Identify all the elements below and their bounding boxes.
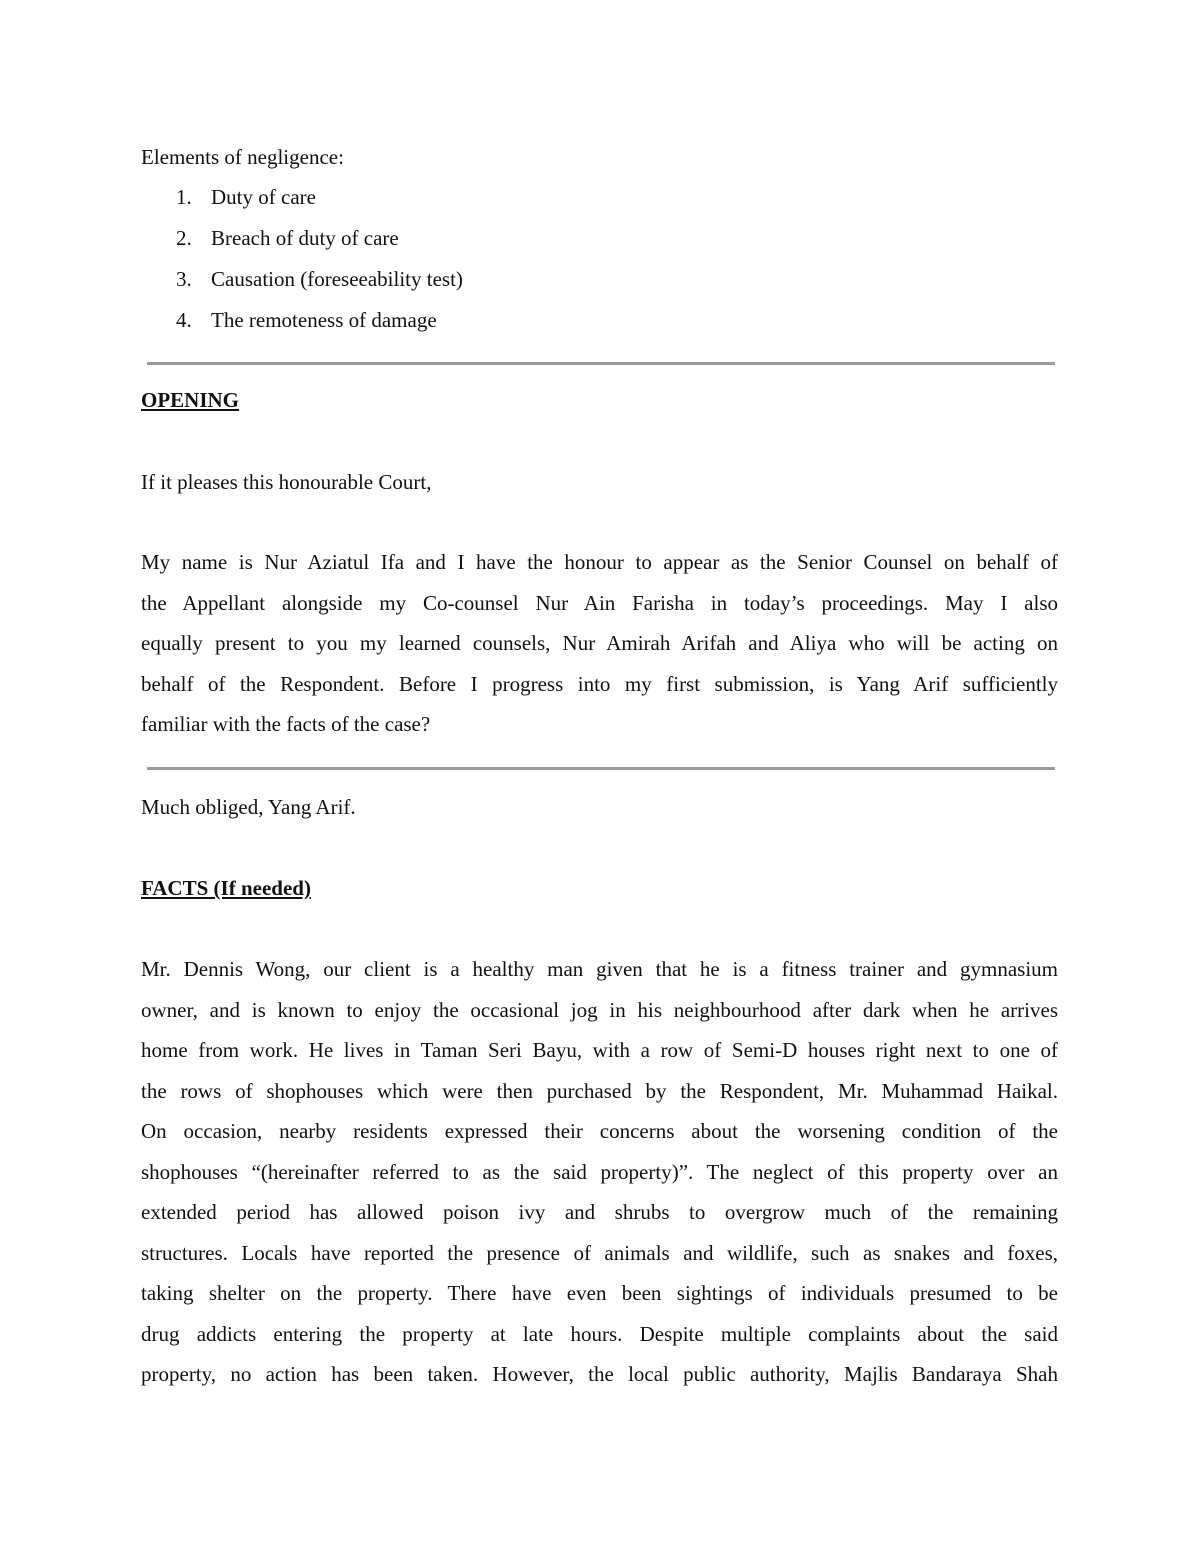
paragraph-line: the Appellant alongside my Co-counsel Nur Ain Farisha in today’s proceedings. May I also bbox=[141, 590, 1058, 615]
closing-line: Much obliged, Yang Arif. bbox=[141, 795, 356, 819]
paragraph-line: familiar with the facts of the case? bbox=[141, 712, 431, 736]
facts-heading: FACTS (If needed) bbox=[141, 876, 311, 900]
facts-paragraph bbox=[141, 949, 1058, 1395]
paragraph-line: My name is Nur Aziatul Ifa and I have the honour to appear as the Senior Counsel on behalf of bbox=[141, 550, 1058, 574]
list-number: 4. bbox=[176, 308, 192, 332]
paragraph-line: behalf of the Respondent. Before I progress into my first submission, is Yang Arif sufficiently bbox=[141, 671, 1058, 696]
paragraph-line: extended period has allowed poison ivy and shrubs to overgrow much of the remaining bbox=[141, 1200, 1058, 1224]
horizontal-rule bbox=[147, 362, 1055, 365]
paragraph-line: taking shelter on the property. There have even been sightings of individuals presumed to be bbox=[141, 1281, 1058, 1305]
paragraph-line: drug addicts entering the property at late hours. Despite multiple complaints about the said bbox=[141, 1321, 1058, 1346]
paragraph-line: shophouses “(hereinafter referred to as the said property)”. The neglect of this property over an bbox=[141, 1159, 1058, 1184]
list-item: The remoteness of damage bbox=[211, 308, 437, 332]
opening-heading: OPENING bbox=[141, 388, 240, 412]
paragraph-line: equally present to you my learned counsels, Nur Amirah Arifah and Aliya who will be acting on bbox=[141, 631, 1058, 655]
list-number: 3. bbox=[176, 267, 192, 291]
horizontal-rule bbox=[147, 767, 1055, 770]
paragraph-line: Mr. Dennis Wong, our client is a healthy man given that he is a fitness trainer and gymnasium bbox=[141, 957, 1058, 981]
paragraph-line: the rows of shophouses which were then purchased by the Respondent, Mr. Muhammad Haikal. bbox=[141, 1078, 1058, 1103]
list-item: Breach of duty of care bbox=[211, 226, 399, 250]
paragraph-line: structures. Locals have reported the presence of animals and wildlife, such as snakes and foxes, bbox=[141, 1240, 1058, 1265]
elements-label: Elements of negligence: bbox=[141, 145, 344, 169]
list-item: Causation (foreseeability test) bbox=[211, 267, 463, 291]
list-number: 2. bbox=[176, 226, 192, 250]
paragraph-line: property, no action has been taken. However, the local public authority, Majlis Bandaraya Shah bbox=[141, 1362, 1058, 1386]
salutation: If it pleases this honourable Court, bbox=[141, 470, 432, 494]
list-item: Duty of care bbox=[211, 185, 316, 209]
opening-paragraph bbox=[141, 542, 1058, 745]
list-number: 1. bbox=[176, 185, 192, 209]
paragraph-line: owner, and is known to enjoy the occasional jog in his neighbourhood after dark when he arrives bbox=[141, 997, 1058, 1022]
paragraph-line: On occasion, nearby residents expressed their concerns about the worsening condition of the bbox=[141, 1119, 1058, 1143]
paragraph-line: home from work. He lives in Taman Seri Bayu, with a row of Semi-D houses right next to one of bbox=[141, 1038, 1058, 1062]
